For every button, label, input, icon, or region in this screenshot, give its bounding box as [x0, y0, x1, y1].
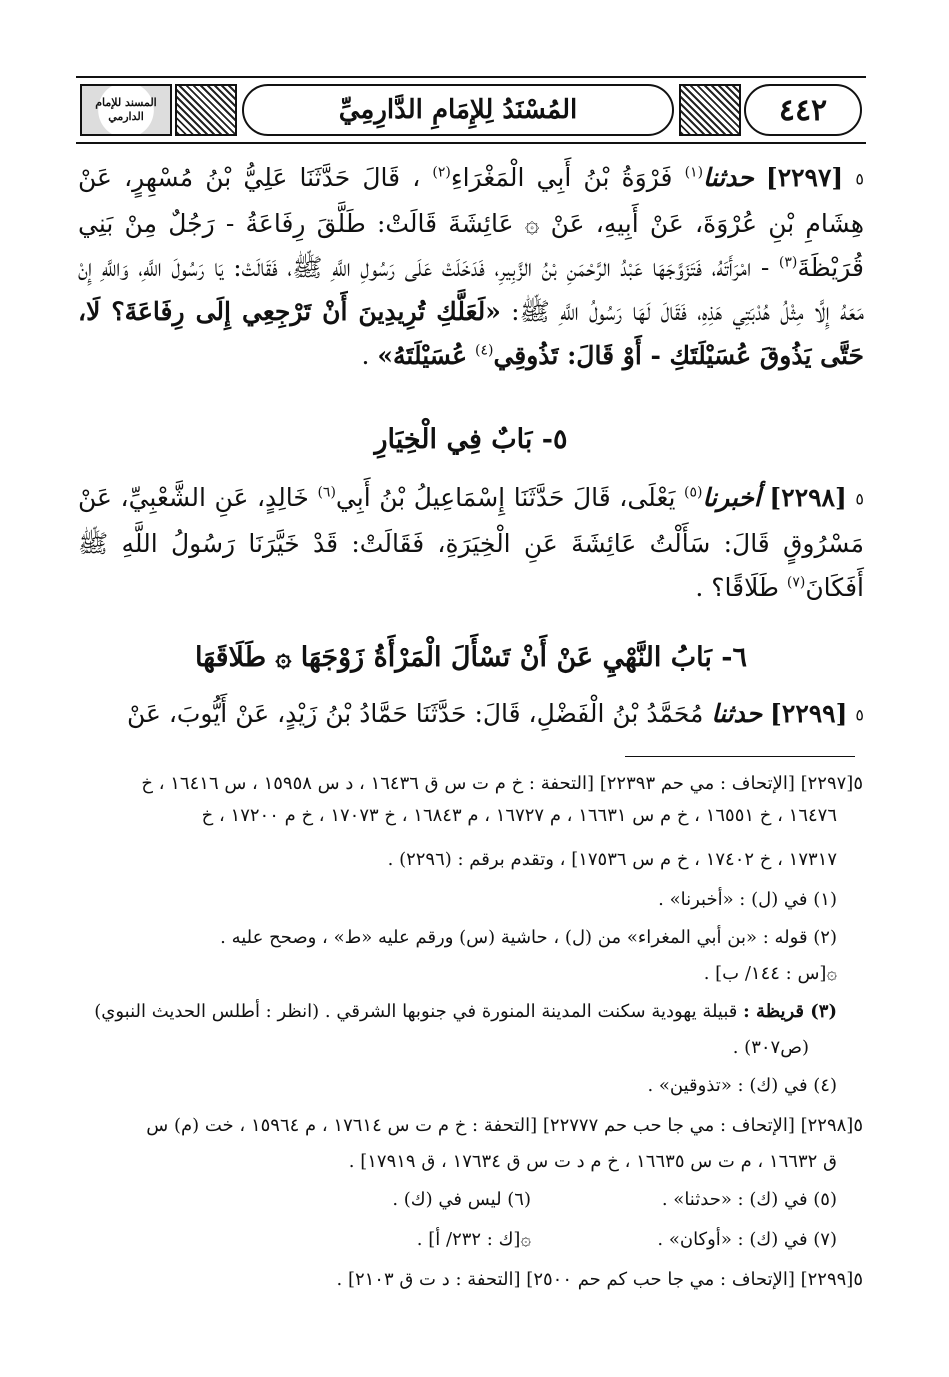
- hadith-text: فَرْوَةُ بْنُ أَبِي الْمَغْرَاءِ: [450, 163, 673, 192]
- narration-verb: حدثنا: [703, 163, 754, 192]
- hadith-text: طَلَاقًا؟ .: [695, 572, 779, 602]
- period: .: [361, 340, 370, 370]
- footnotes-5-6: [77, 1184, 837, 1216]
- manuscript-marker: ۞[ك : ٢٣٢/ أ] .: [416, 1229, 531, 1250]
- manuscript-marker: ۞[س : ١٤٤/ ب] .: [703, 963, 837, 984]
- hadith-text: - امْرَأَتَهُ، فَتَزَوَّجَهَا عَبْدُ الرَّحْمَنِ بْنُ الزَّبِيرِ، فَدَخَلَتْ عَلَى رَسُولِ اللَّهِ ﷺ، فَقَالَتْ: يَا رَسُولَ اللَّهِ، وَاللَّهِ إِنْ مَعَهُ إِلَّا مِثْلُ هُدْبَتِي هَذِهِ، فَقَالَ لَهَا رَسُولُ اللَّهِ ﷺ:: [78, 252, 864, 326]
- hadith-text: مُحَمَّدُ بْنُ الْفَضْلِ، قَالَ: حَدَّثَنَا حَمَّادُ بْنُ زَيْدٍ، عَنْ أَيُّوبَ، عَنْ: [126, 699, 704, 728]
- hadith-number: [٢٢٩٧]: [765, 163, 844, 192]
- footnote-7: (٧) في (ك) : «أوكان» .: [657, 1229, 837, 1250]
- footnote-3: [77, 996, 837, 1028]
- chapter-heading-6: ٦- بَابُ النَّهْيِ عَنْ أَنْ تَسْأَلَ الْمَرْأَةُ زَوْجَهَا ۞ طَلَاقَهَا: [194, 642, 748, 673]
- narration-verb: حدثنا: [711, 699, 763, 728]
- footnote-3-text: قبيلة يهودية سكنت المدينة المنورة في جنوبها الشرقي . (انظر : أطلس الحديث النبوي): [94, 1001, 738, 1022]
- hadith-marker: ٥: [855, 489, 864, 509]
- hadith-number: [٢٢٩٩]: [770, 699, 848, 728]
- footnote-6: (٦) ليس في (ك) .: [392, 1189, 531, 1210]
- footnote-4: (٤) في (ك) : «تذوقين» .: [647, 1075, 837, 1096]
- book-title: المُسْنَدُ لِلإِمَامِ الدَّارِمِيِّ: [242, 84, 674, 136]
- footnote-2: (٢) قوله : «بن أبي المغراء» من (ل) ، حاشية (س) ورقم عليه «ط» ، وصحح عليه .: [220, 927, 837, 948]
- header-ornament-left: [175, 84, 237, 136]
- hadith-text: خَالِدٍ، عَنِ الشَّعْبِيِّ، عَنْ مَسْرُوقٍ قَالَ: سَأَلْتُ عَائِشَةَ عَنِ الْخِيَرَةِ، فَقَالَتْ: قَدْ خَيَّرَنَا رَسُولُ اللَّهِ ﷺ أَفَكَانَ: [78, 483, 864, 602]
- takhrij-2297: ٥[٢٢٩٧] [الإتحاف : مي حم ٢٢٣٩٣] [التحفة : خ م ت س ق ١٦٤٣٦ ، د س ١٥٩٥٨ ، س ١٦٤١٦ ، خ: [141, 773, 863, 794]
- footnote-5: (٥) في (ك) : «حدثنا» .: [661, 1189, 837, 1210]
- hadith-2297: [78, 156, 864, 378]
- footnote-3-cont: (ص٣٠٧) .: [732, 1037, 809, 1058]
- footnote-ref: (٢): [432, 164, 451, 181]
- book-logo-text: المسند للإمام الدارمي: [95, 96, 157, 123]
- footnote-ref: (٣): [778, 254, 798, 271]
- footnote-ref: (٧): [786, 574, 806, 591]
- hadith-2299: [78, 692, 864, 738]
- footnote-1: (١) في (ل) : «أخبرنا» .: [658, 889, 837, 910]
- prophetic-quote: «لَعَلَّكِ تُرِيدِينَ أَنْ تَرْجِعِي إِلَى رِفَاعَةَ؟ لَا، حَتَّى يَذُوقَ عُسَيْلَتَكِ - أَوْ قَالَ: تَذُوقِي: [78, 296, 864, 370]
- header-ornament-right: [679, 84, 741, 136]
- takhrij-2299: ٥[٢٢٩٩] [الإتحاف : مي جا حب كم حم ٢٥٠٠] [التحفة : د ت ق ٢١٠٣] .: [336, 1269, 863, 1290]
- hadith-text: يَعْلَى، قَالَ حَدَّثَنَا إِسْمَاعِيلُ بْنُ أَبِي: [335, 483, 676, 512]
- footnote-ref: (١): [684, 164, 704, 181]
- takhrij-2297-cont: ١٧٣١٧ ، خ ١٧٤٠٢ ، خ م س ١٧٥٣٦] ، وتقدم برقم : (٢٢٩٦) .: [387, 849, 837, 870]
- prophetic-quote-end: عُسَيْلَتَهُ»: [377, 340, 468, 370]
- book-logo: [80, 84, 172, 136]
- takhrij-2297-cont: ١٦٤٧٦ ، خ ١٦٥٥١ ، خ م س ١٦٦٣١ ، م ١٦٧٢٧ ، م ١٦٨٤٣ ، خ ١٧٠٧٣ ، خ م ١٧٢٠٠ ، خ: [201, 805, 837, 826]
- hadith-number: [٢٢٩٨]: [769, 483, 847, 512]
- running-header: [76, 76, 866, 144]
- footnotes-7-marker: [77, 1224, 837, 1256]
- footnote-ref: (٦): [317, 484, 336, 501]
- hadith-marker: ٥: [855, 169, 864, 189]
- page-number: ٤٤٢: [744, 84, 862, 136]
- hadith-2298: [78, 476, 864, 610]
- footnote-ref: (٥): [684, 484, 703, 501]
- hadith-marker: ٥: [855, 705, 864, 725]
- takhrij-2298: ٥[٢٢٩٨] [الإتحاف : مي جا حب حم ٢٢٧٧٧] [التحفة : خ م ت س ١٧٦١٤ ، م ١٥٩٦٤ ، خت (م) س: [146, 1115, 863, 1136]
- footnote-separator: [625, 756, 855, 757]
- takhrij-2298-cont: ق ١٦٦٣٢ ، م ت س ١٦٦٣٥ ، خ م د ت س ق ١٧٦٣٤ ، ق ١٧٩١٩] .: [348, 1151, 837, 1172]
- footnote-ref: (٤): [474, 342, 494, 359]
- hadith-text: ، قَالَ حَدَّثَنَا عَلِيُّ بْنُ مُسْهِرٍ، عَنْ هِشَامِ بْنِ عُرْوَةَ، عَنْ أَبِيهِ، عَنْ ۞ عَائِشَةَ قَالَتْ: طَلَّقَ رِفَاعَةُ - رَجُلٌ مِنْ بَنِي قُرَيْظَةَ: [78, 163, 864, 282]
- chapter-heading-5: ٥- بَابٌ فِي الْخِيَارِ: [374, 424, 568, 455]
- footnote-3-label: (٣) قريظة :: [743, 1001, 837, 1022]
- narration-verb: أخبرنا: [702, 483, 761, 512]
